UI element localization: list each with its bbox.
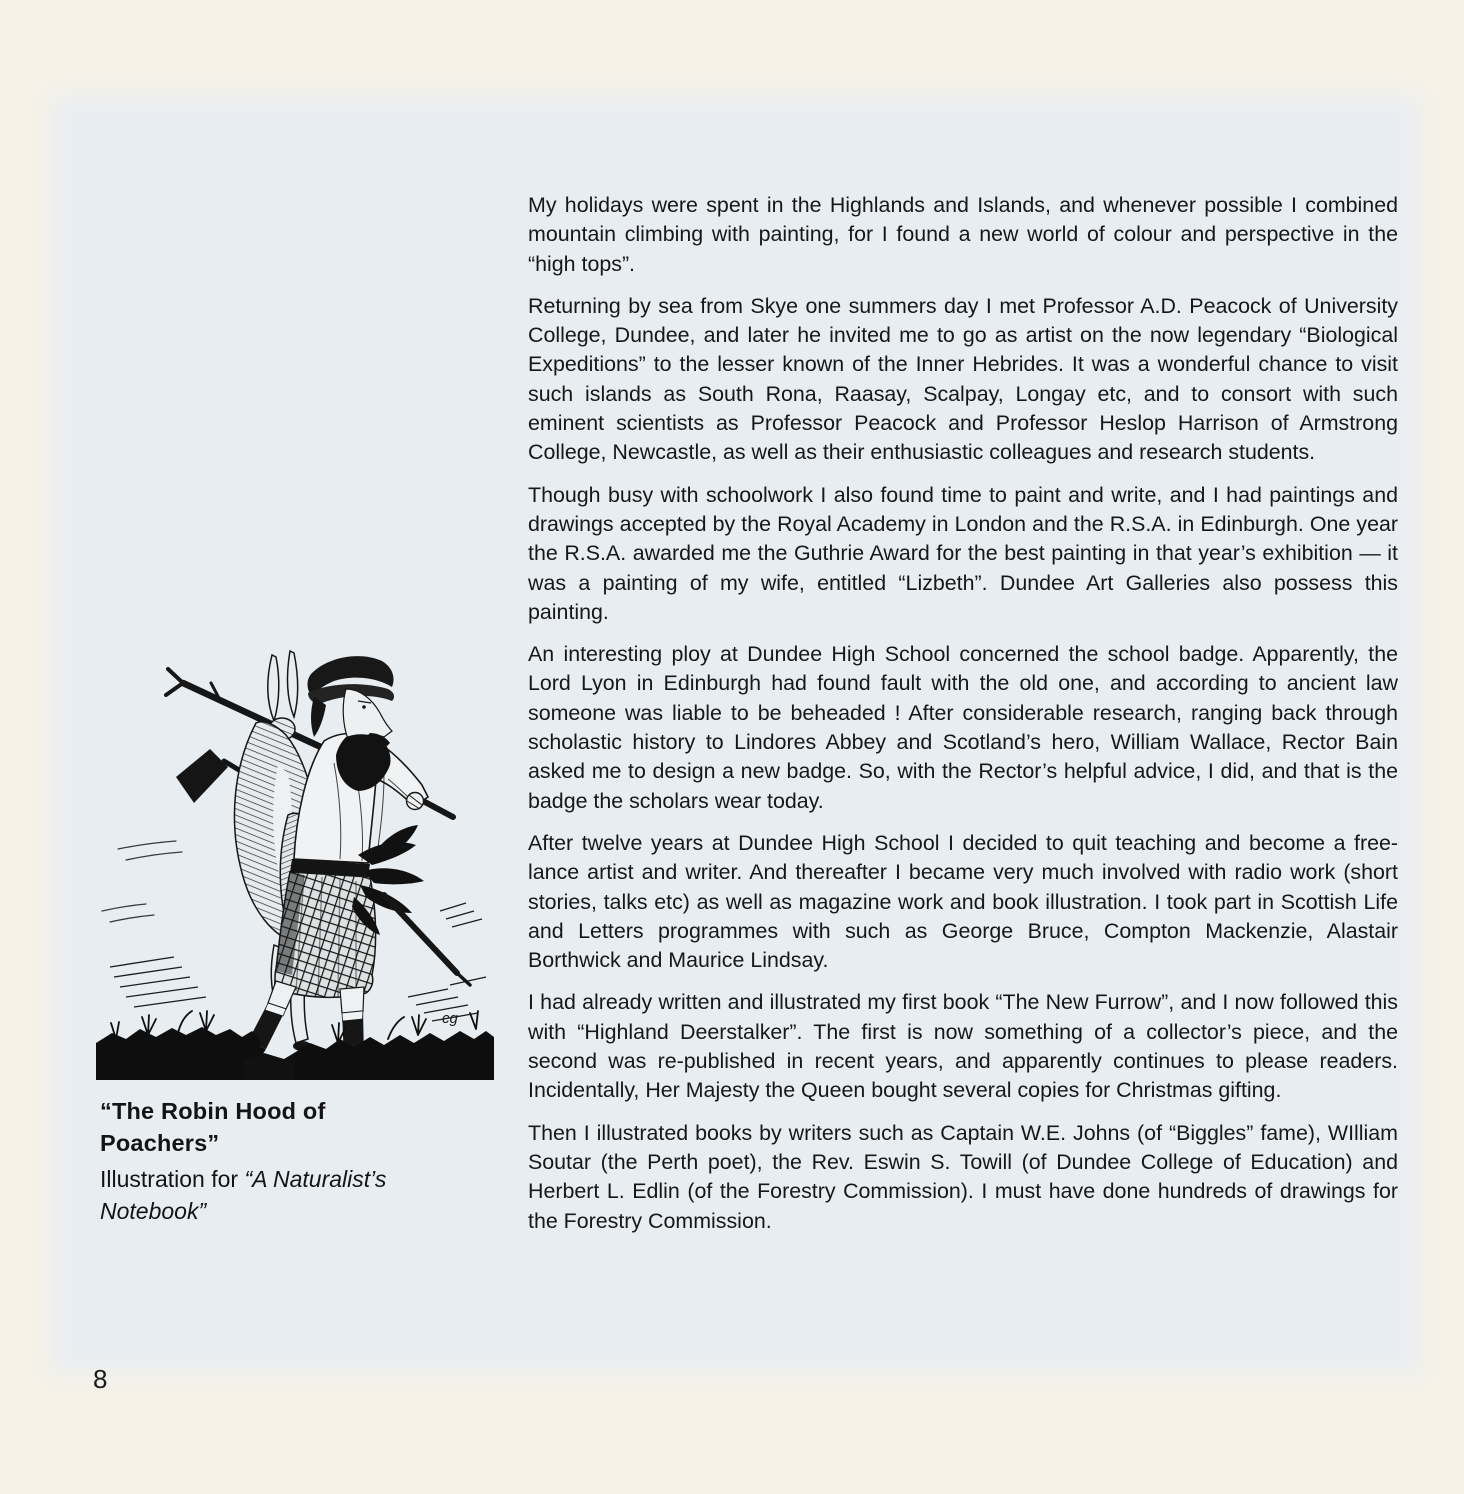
page-number: 8: [93, 1364, 108, 1394]
figure-caption-title: “The Robin Hood of Poachers”: [100, 1098, 326, 1156]
paragraph-holidays: My holidays were spent in the Highlands and Islands, and whenever possible I combined mountain climbing with painting, for I found a new world of colour and perspective in the “high tops”.: [528, 193, 1398, 276]
figure-caption-subtitle: [100, 1164, 436, 1227]
artist-signature: cg: [442, 1010, 458, 1027]
paragraph-freelance: After twelve years at Dundee High School I decided to quit teaching and become a free-lance artist and writer. And thereafter I became very much involved with radio work (short stories, talks etc) as well as magazine work and book illustration. I took part in Scottish Life and Letters programmes with such as George Bruce, Compton Mackenzie, Alastair Borthwick and Maurice Lindsay.: [528, 830, 1398, 973]
paragraph-expeditions: Returning by sea from Skye one summers day I met Professor A.D. Peacock of University College, Dundee, and later he invited me to go as artist on the now legendary “Biological Expeditions” to the lesser known of the Inner Hebrides. It was a wonderful chance to visit such islands as South Rona, Raasay, Scalpay, Longay etc, and to consort with such eminent scientists as Professor Peacock and Professor Heslop Harrison of Armstrong College, Newcastle, as well as their enthusiastic colleagues and research students.: [528, 293, 1398, 465]
paragraph-academy-awards: Though busy with schoolwork I also found time to paint and write, and I had paintings and drawings accepted by the Royal Academy in London and the R.S.A. in Edinburgh. One year the R.S.A. awarded me the Guthrie Award for the best painting in that year’s exhibition — it was a painting of my wife, entitled “Lizbeth”. Dundee Art Galleries also possess this painting.: [528, 482, 1398, 624]
figure-caption: [100, 1096, 436, 1227]
paragraph-illustrated-writers: Then I illustrated books by writers such as Captain W.E. Johns (of “Biggles” fame), WIlliam Soutar (the Perth poet), the Rev. Eswin S. Towill (of Dundee College of Education) and Herbert L. Edlin (of the Forestry Commission). I must have done hundreds of drawings for the Forestry Commission.: [528, 1120, 1398, 1233]
figure-caption-work-title: “A Naturalist’s Notebook”: [100, 1166, 387, 1224]
article-text-column: [528, 191, 1398, 1249]
paragraph-school-badge: An interesting ploy at Dundee High School concerned the school badge. Apparently, the Lord Lyon in Edinburgh had found fault with the old one, and according to ancient law someone was liable to be beheaded ! After considerable research, ranging back through scholastic history to Lindores Abbey and Scotland’s hero, William Wallace, Rector Bain asked me to design a new badge. So, with the Rector’s helpful advice, I did, and that is the badge the scholars wear today.: [528, 642, 1398, 813]
paragraph-first-books: I had already written and illustrated my first book “The New Furrow”, and I now followed this with “Highland Deerstalker”. The first is now something of a collector’s piece, and the second was re-published in recent years, and apparently continues to please readers. Incidentally, Her Majesty the Queen bought several copies for Christmas gifting.: [528, 990, 1398, 1103]
poacher-illustration: [88, 645, 494, 1085]
figure-caption-prefix: Illustration for: [100, 1166, 245, 1192]
